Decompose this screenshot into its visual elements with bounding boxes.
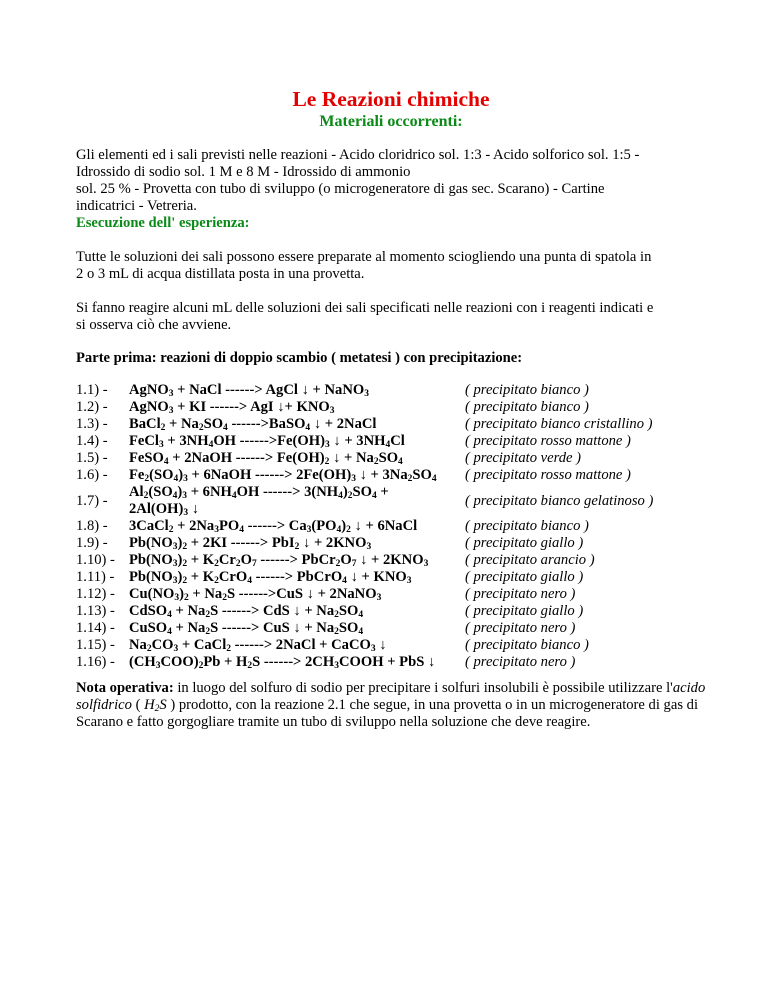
reaction-note: ( precipitato rosso mattone )	[465, 433, 631, 449]
execution-heading: Esecuzione dell' esperienza:	[76, 215, 250, 231]
preparation-paragraph	[76, 249, 706, 283]
paragraph-line: 2 o 3 mL di acqua distillata posta in una provetta.	[76, 266, 365, 282]
reaction-number: 1.11) -	[76, 569, 115, 585]
reaction-row	[76, 467, 706, 484]
procedure-paragraph	[76, 300, 706, 334]
reaction-number: 1.13) -	[76, 603, 115, 619]
reaction-note: ( precipitato bianco )	[465, 399, 589, 415]
materials-line: Idrossido di sodio sol. 1 M e 8 M - Idrossido di ammonio	[76, 164, 411, 180]
reaction-note: ( precipitato nero )	[465, 654, 576, 670]
reaction-row	[76, 637, 706, 654]
note-text: (	[131, 697, 145, 713]
reaction-equation: CuSO$_4$ + $Na_2S$ ------> CuS ↓ + $Na_2SO_4$	[129, 620, 364, 637]
reaction-equation: $Na_2CO_3$ + CaCl$_2$ ------> 2NaCl + CaCO$_3$ ↓	[129, 637, 387, 654]
formula-part: S	[159, 697, 167, 713]
reaction-number: 1.3) -	[76, 416, 108, 432]
reaction-number: 1.2) -	[76, 399, 108, 415]
reaction-note: ( precipitato nero )	[465, 586, 576, 602]
reaction-equation: AgNO$_3$ + NaCl ------> AgCl ↓ + NaNO$_3$	[129, 382, 369, 399]
part-one-heading: Parte prima: reazioni di doppio scambio ( metatesi ) con precipitazione:	[76, 350, 523, 366]
reaction-note: ( precipitato giallo )	[465, 535, 584, 551]
reaction-number: 1.6) -	[76, 467, 108, 483]
materials-paragraph	[76, 147, 706, 232]
note-text: ) prodotto, con la reazione 2.1 che segue, in una provetta o in un microgeneratore di gas di Scarano e fatto gorgogliare tramite un tubo di sviluppo nella soluzione che deve reagire.	[76, 697, 698, 730]
operational-note	[76, 680, 706, 731]
reaction-note: ( precipitato bianco gelatinoso )	[465, 492, 654, 509]
reaction-number: 1.4) -	[76, 433, 108, 449]
reaction-row	[76, 654, 706, 671]
reaction-number: 1.15) -	[76, 637, 115, 653]
reaction-row	[76, 620, 706, 637]
reaction-row	[76, 382, 706, 399]
reaction-note: ( precipitato bianco )	[465, 637, 589, 653]
paragraph-line: Si fanno reagire alcuni mL delle soluzioni dei sali specificati nelle reazioni con i reagenti indicati e	[76, 300, 654, 316]
reaction-equation: FeSO$_4$ + 2NaOH ------> $Fe(OH)_2$ ↓ + $Na_2SO_4$	[129, 450, 403, 467]
reaction-note: ( precipitato bianco cristallino )	[465, 416, 653, 432]
reaction-equation: $Al_2(SO_4)_3 + 6NH_4OH$ ------> $3(NH_4)_2SO_4$ + $2Al(OH)_3$ ↓	[129, 484, 389, 518]
formula-part: H	[144, 697, 155, 713]
reaction-number: 1.7) -	[76, 492, 108, 509]
formula-subscript: 2	[154, 704, 160, 714]
reactions-table	[76, 382, 706, 671]
reaction-row	[76, 569, 706, 586]
reaction-equation: FeCl$_3$ + $3NH_4OH$ $------>Fe(OH)_3$ ↓ + $3NH_4Cl$	[129, 433, 405, 450]
reaction-row	[76, 518, 706, 535]
reaction-equation: AgNO$_3$ + KI ------> AgI ↓+ $KNO_3$	[129, 399, 335, 416]
reaction-equation: $Pb(NO_3)_2 + K_2CrO_4$ ------> PbCrO$_4$ ↓ + $KNO_3$	[129, 569, 412, 586]
reaction-equation: $Pb(NO_3)_2 + 2KI$ ------> PbI$_2$ ↓ + $2KNO_3$	[129, 535, 372, 552]
reaction-note: ( precipitato rosso mattone )	[465, 467, 631, 483]
reaction-number: 1.5) -	[76, 450, 108, 466]
acid-formula	[144, 697, 167, 713]
materials-line: sol. 25 % - Provetta con tubo di sviluppo (o microgeneratore di gas sec. Scarano) - Cartine	[76, 181, 605, 197]
reaction-equation: $(CH_3COO)_2Pb + H_2S$ ------> $2CH_3COOH$ + PbS ↓	[129, 654, 436, 671]
reaction-note: ( precipitato bianco )	[465, 382, 589, 398]
reaction-row	[76, 399, 706, 416]
reaction-note: ( precipitato giallo )	[465, 603, 584, 619]
reaction-equation: $Fe_2(SO_4)_3$ + 6NaOH ------> $2Fe(OH)_3$ ↓ + $3Na_2SO_4$	[129, 467, 437, 484]
materials-line: Gli elementi ed i sali previsti nelle reazioni - Acido cloridrico sol. 1:3 - Acido solforico sol. 1:5 -	[76, 147, 640, 163]
paragraph-line: Tutte le soluzioni dei sali possono essere preparate al momento sciogliendo una punta di spatola in	[76, 249, 652, 265]
reaction-row	[76, 433, 706, 450]
note-text: in luogo del solfuro di sodio per precipitare i solfuri insolubili è possibile utilizzare l'	[173, 680, 673, 696]
reaction-number: 1.9) -	[76, 535, 108, 551]
reaction-number: 1.8) -	[76, 518, 108, 534]
reaction-equation: BaCl$_2$ + $Na_2SO_4$ ------>BaSO$_4$ ↓ + 2NaCl	[129, 416, 377, 433]
paragraph-line: si osserva ciò che avviene.	[76, 317, 232, 333]
reaction-note: ( precipitato giallo )	[465, 569, 584, 585]
document-page	[76, 86, 706, 731]
reaction-row	[76, 603, 706, 620]
acid-name: acido solfidrico	[76, 680, 706, 713]
reaction-number: 1.12) -	[76, 586, 115, 602]
reaction-equation: $Cu(NO_3)_2 + Na_2S$ ------>CuS ↓ + 2NaNO$_3$	[129, 586, 382, 603]
reaction-note: ( precipitato verde )	[465, 450, 582, 466]
reaction-row	[76, 450, 706, 467]
reaction-number: 1.1) -	[76, 382, 108, 398]
reaction-row	[76, 416, 706, 433]
materials-line: indicatrici - Vetreria.	[76, 198, 197, 214]
reaction-equation: $Pb(NO_3)_2 + K_2Cr_2O_7$ ------> $PbCr_2O_7$ ↓ + $2KNO_3$	[129, 552, 429, 569]
reaction-note: ( precipitato nero )	[465, 620, 576, 636]
reaction-number: 1.16) -	[76, 654, 115, 670]
reaction-note: ( precipitato bianco )	[465, 518, 589, 534]
reaction-note: ( precipitato arancio )	[465, 552, 595, 568]
reaction-row	[76, 484, 706, 518]
reaction-equation: 3CaCl$_2$ + $2Na_3PO_4$ ------> $Ca_3(PO_4)_2$ ↓ + 6NaCl	[129, 518, 418, 535]
materials-heading: Materiali occorrenti:	[319, 113, 463, 130]
page-title: Le Reazioni chimiche	[292, 87, 490, 111]
reaction-row	[76, 552, 706, 569]
reaction-row	[76, 535, 706, 552]
reaction-number: 1.10) -	[76, 552, 115, 568]
reaction-equation: CdSO$_4$ + $Na_2S$ ------> CdS ↓ + $Na_2SO_4$	[129, 603, 364, 620]
reaction-number: 1.14) -	[76, 620, 115, 636]
note-label: Nota operativa:	[76, 680, 174, 696]
reaction-row	[76, 586, 706, 603]
